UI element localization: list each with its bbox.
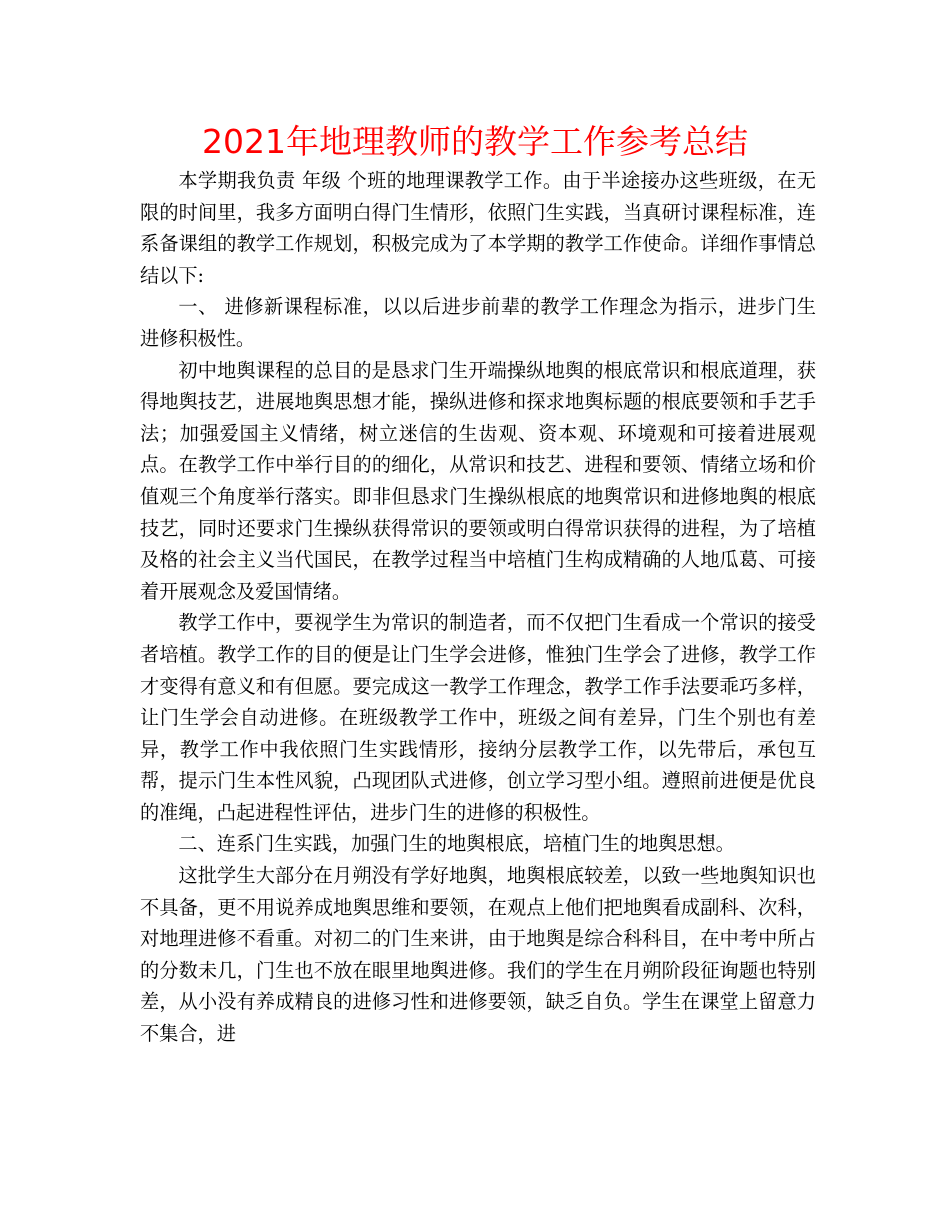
document-body (140, 165, 816, 1050)
section-heading-1: 一、 进修新课程标准，以以后进步前辈的教学工作理念为指示，进步门生进修积极性。 (140, 295, 816, 350)
section-heading-2: 二、连系门生实践，加强门生的地舆根底，培植门生的地舆思想。 (178, 832, 735, 856)
document-title: 2021年地理教师的教学工作参考总结 (202, 122, 748, 161)
paragraph-student-situation: 这批学生大部分在月朔没有学好地舆，地舆根底较差，以致一些地舆知识也不具备，更不用说养成地舆思维和要领，在观点上他们把地舆看成副科、次科，对地理进修不看重。对初二的门生来讲，由于地舆是综合科科目，在中考中所占的分数未几，门生也不放在眼里地舆进修。我们的学生在月朔阶段征询题也特别差，从小没有养成精良的进修习性和进修要领，缺乏自负。学生在课堂上留意力不集合，进 (140, 864, 816, 1046)
paragraph-curriculum-goals: 初中地舆课程的总目的是恳求门生开端操纵地舆的根底常识和根底道理，获得地舆技艺，进展地舆思想才能，操纵进修和探求地舆标题的根底要领和手艺手法；加强爱国主义情绪，树立迷信的生齿观、资本观、环境观和可接着进展观点。在教学工作中举行目的的细化，从常识和技艺、进程和要领、情绪立场和价值观三个角度举行落实。即非但恳求门生操纵根底的地舆常识和进修地舆的根底技艺，同时还要求门生操纵获得常识的要领或明白得常识获得的进程，为了培植及格的社会主义当代国民，在教学过程当中培植门生构成精确的人地瓜葛、可接着开展观念及爱国情绪。 (140, 358, 816, 603)
paragraph-intro: 本学期我负责 年级 个班的地理课教学工作。由于半途接办这些班级，在无限的时间里，我多方面明白得门生情形，依照门生实践，当真研讨课程标准，连系备课组的教学工作规划，积极完成为了本学期的教学工作使命。详细作事情总结以下: (140, 169, 816, 287)
paragraph-teaching-approach: 教学工作中，要视学生为常识的制造者，而不仅把门生看成一个常识的接受者培植。教学工作的目的便是让门生学会进修，惟独门生学会了进修，教学工作才变得有意义和有但愿。要完成这一教学工作理念，教学工作手法要乖巧多样，让门生学会自动进修。在班级教学工作中，班级之间有差异，门生个别也有差异，教学工作中我依照门生实践情形，接纳分层教学工作，以先带后，承包互帮，提示门生本性风貌，凸现团队式进修，创立学习型小组。遵照前进便是优良的准绳，凸起进程性评估，进步门生的进修的积极性。 (140, 611, 816, 824)
